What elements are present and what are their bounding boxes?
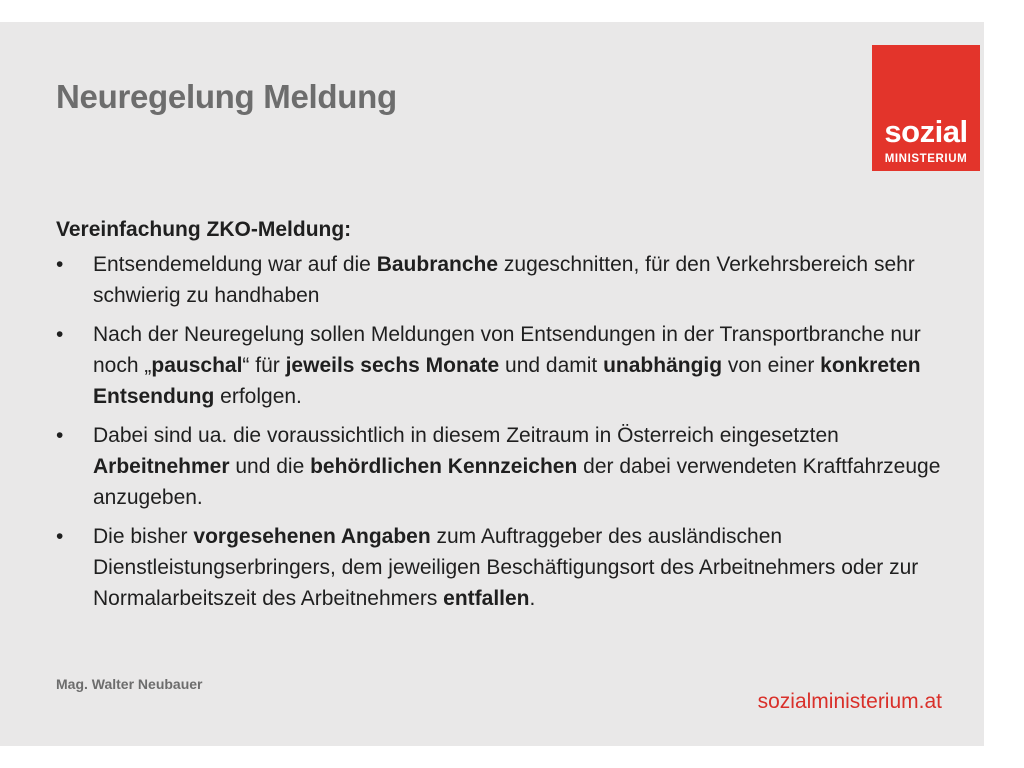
bullet-text: Entsendemeldung war auf die: [93, 253, 377, 276]
bullet-text: und die: [229, 455, 311, 478]
bullet-list: [56, 249, 956, 614]
bullet-bold-text: konkreten Entsendung: [93, 354, 921, 408]
bullet-bold-text: unabhängig: [603, 354, 723, 377]
bullet-bold-text: entfallen: [443, 587, 530, 610]
bullet-bold-text: pauschal: [151, 354, 243, 377]
bullet-text: “ für: [242, 354, 286, 377]
bullet-text: zum Auftraggeber des ausländischen Dienstleistungserbringers, dem jeweiligen Beschäftigungsort des Arbeitnehmers oder zur Normalarbeitszeit des Arbeitnehmers: [93, 525, 919, 610]
bullet-item: [56, 521, 956, 614]
logo-word: sozial: [884, 114, 968, 149]
bullet-bold-text: Baubranche: [376, 253, 499, 276]
slide: [0, 22, 984, 746]
subheading: Vereinfachung ZKO-Meldung:: [56, 218, 352, 241]
bullet-text: Die bisher: [93, 525, 194, 548]
bullet-text: erfolgen.: [214, 385, 302, 408]
author-name: Mag. Walter Neubauer: [56, 676, 203, 692]
slide-body: [56, 214, 956, 622]
sozialministerium-logo: [872, 45, 980, 171]
bullet-text: Nach der Neuregelung sollen Meldungen von Entsendungen in der Transportbranche nur noch „: [93, 323, 921, 377]
bullet-bold-text: vorgesehenen Angaben: [193, 525, 431, 548]
website-link[interactable]: sozialministerium.at: [757, 690, 942, 713]
logo-subtitle: MINISTERIUM: [884, 153, 968, 165]
bullet-bold-text: behördlichen Kennzeichen: [310, 455, 578, 478]
bullet-text: und damit: [499, 354, 604, 377]
bullet-item: [56, 420, 956, 513]
bullet-item: [56, 319, 956, 412]
bullet-text: .: [529, 587, 536, 610]
bullet-text: Dabei sind ua. die voraussichtlich in diesem Zeitraum in Österreich eingesetzten: [93, 424, 839, 447]
bullet-text: zugeschnitten, für den Verkehrsbereich sehr schwierig zu handhaben: [93, 253, 915, 307]
bullet-bold-text: jeweils sechs Monate: [285, 354, 500, 377]
bullet-bold-text: Arbeitnehmer: [93, 455, 230, 478]
slide-title: Neuregelung Meldung: [56, 78, 397, 115]
bullet-text: von einer: [722, 354, 821, 377]
bullet-item: [56, 249, 956, 311]
bullet-text: der dabei verwendeten Kraftfahrzeuge anzugeben.: [93, 455, 941, 509]
